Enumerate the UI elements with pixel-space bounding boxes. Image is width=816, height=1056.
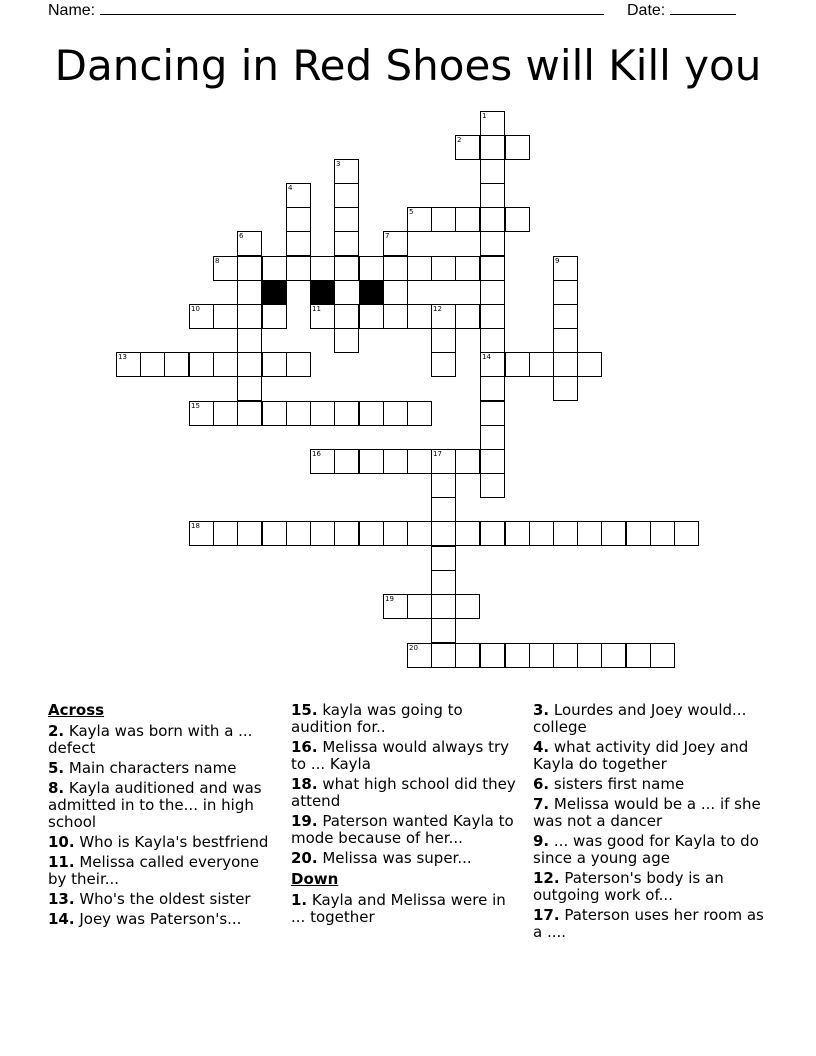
clue-number: 10 — [191, 305, 200, 313]
clue-text: Melissa would be a ... if she was not a dancer — [533, 795, 761, 830]
clue-number-label: 15. — [291, 701, 318, 719]
grid-cell[interactable] — [431, 643, 456, 668]
down-heading: Down — [291, 870, 339, 888]
clue-number-label: 17. — [533, 906, 560, 924]
grid-cell[interactable] — [262, 521, 287, 546]
grid-cell[interactable] — [480, 183, 505, 208]
grid-cell[interactable] — [189, 352, 214, 377]
grid-cell[interactable] — [431, 328, 456, 353]
grid-cell[interactable] — [407, 304, 432, 329]
grid-cell[interactable] — [359, 449, 384, 474]
clue-number: 2 — [457, 136, 462, 144]
clue-number-label: 19. — [291, 812, 318, 830]
grid-cell[interactable] — [529, 521, 554, 546]
grid-cell[interactable] — [237, 521, 262, 546]
clue-item — [533, 796, 765, 830]
grid-cell[interactable] — [359, 304, 384, 329]
black-cell — [310, 280, 335, 305]
grid-cell[interactable] — [431, 594, 456, 619]
grid-cell[interactable] — [601, 643, 626, 668]
clue-number: 20 — [409, 644, 418, 652]
grid-cell[interactable] — [237, 304, 262, 329]
clue-number-label: 1. — [291, 891, 308, 909]
clue-item — [533, 739, 765, 773]
clue-text: Melissa would always try to ... Kayla — [291, 738, 510, 773]
grid-cell[interactable] — [383, 449, 408, 474]
grid-cell[interactable] — [480, 521, 505, 546]
grid-cell[interactable] — [650, 521, 675, 546]
grid-cell[interactable] — [480, 401, 505, 426]
grid-cell[interactable] — [431, 546, 456, 571]
grid-cell[interactable] — [431, 207, 456, 232]
across-heading: Across — [48, 701, 105, 719]
grid-cell[interactable] — [262, 304, 287, 329]
clue-item — [533, 870, 765, 904]
grid-cell[interactable] — [431, 352, 456, 377]
grid-cell[interactable] — [334, 207, 359, 232]
clue-item — [291, 813, 523, 847]
clue-number-label: 12. — [533, 869, 560, 887]
grid-cell[interactable] — [553, 352, 578, 377]
grid-cell[interactable] — [431, 497, 456, 522]
grid-cell[interactable] — [334, 183, 359, 208]
grid-cell[interactable] — [480, 425, 505, 450]
grid-cell[interactable] — [383, 280, 408, 305]
grid-cell[interactable] — [310, 401, 335, 426]
grid-cell[interactable] — [650, 643, 675, 668]
clue-text: sisters first name — [549, 775, 685, 793]
clue-number-label: 5. — [48, 759, 65, 777]
grid-cell[interactable] — [455, 256, 480, 281]
grid-cell[interactable] — [334, 256, 359, 281]
grid-cell[interactable] — [213, 521, 238, 546]
clue-number: 4 — [288, 184, 293, 192]
grid-cell[interactable] — [553, 304, 578, 329]
grid-cell[interactable] — [480, 304, 505, 329]
clue-number: 7 — [385, 232, 390, 240]
grid-cell[interactable] — [529, 352, 554, 377]
clue-number-label: 2. — [48, 722, 65, 740]
clue-item — [291, 850, 523, 867]
across-clue-list — [48, 723, 280, 928]
clue-number: 18 — [191, 522, 200, 530]
grid-cell[interactable] — [505, 352, 530, 377]
grid-cell[interactable] — [553, 280, 578, 305]
clue-number: 6 — [239, 232, 244, 240]
clue-number-label: 7. — [533, 795, 550, 813]
grid-cell[interactable] — [334, 401, 359, 426]
clue-number: 16 — [312, 450, 321, 458]
clue-item — [48, 891, 280, 908]
clue-number: 15 — [191, 402, 200, 410]
grid-cell[interactable] — [213, 352, 238, 377]
black-cell — [262, 280, 287, 305]
clue-number: 3 — [336, 160, 341, 168]
black-cell — [359, 280, 384, 305]
grid-cell[interactable] — [626, 521, 651, 546]
grid-cell[interactable] — [455, 207, 480, 232]
grid-cell[interactable] — [505, 207, 530, 232]
clue-number: 5 — [409, 208, 414, 216]
clue-item — [48, 723, 280, 757]
clue-item — [533, 776, 765, 793]
clue-item — [533, 702, 765, 736]
clue-item — [48, 911, 280, 928]
grid-cell[interactable] — [455, 521, 480, 546]
grid-cell[interactable] — [480, 643, 505, 668]
grid-cell[interactable] — [359, 256, 384, 281]
grid-cell[interactable] — [480, 159, 505, 184]
clue-number-label: 11. — [48, 853, 75, 871]
clue-text: Melissa was super... — [317, 849, 472, 867]
grid-cell[interactable] — [286, 256, 311, 281]
grid-cell[interactable] — [431, 473, 456, 498]
grid-cell[interactable] — [601, 521, 626, 546]
clue-number-label: 8. — [48, 779, 65, 797]
grid-cell[interactable] — [480, 135, 505, 160]
clue-item — [291, 892, 523, 926]
clue-text: Melissa called everyone by their... — [48, 853, 260, 888]
grid-cell[interactable] — [334, 304, 359, 329]
clue-item — [48, 834, 280, 851]
clue-text: Kayla was born with a ... defect — [48, 722, 253, 757]
clue-text: Who's the oldest sister — [74, 890, 251, 908]
clue-item — [533, 833, 765, 867]
grid-cell[interactable] — [359, 521, 384, 546]
grid-cell[interactable] — [237, 401, 262, 426]
grid-cell[interactable] — [359, 401, 384, 426]
grid-cell[interactable] — [286, 352, 311, 377]
clue-number-label: 6. — [533, 775, 550, 793]
clue-number: 13 — [118, 353, 127, 361]
clues-column-2 — [291, 702, 523, 929]
clue-text: what high school did they attend — [291, 775, 516, 810]
grid-cell[interactable] — [383, 256, 408, 281]
clue-item — [291, 702, 523, 736]
clue-number: 1 — [482, 112, 487, 120]
clue-number: 8 — [215, 257, 220, 265]
grid-cell[interactable] — [480, 473, 505, 498]
clue-text: kayla was going to audition for.. — [291, 701, 463, 736]
puzzle-title: Dancing in Red Shoes will Kill you — [54, 41, 762, 90]
grid-cell[interactable] — [262, 256, 287, 281]
grid-cell[interactable] — [407, 449, 432, 474]
grid-cell[interactable] — [237, 376, 262, 401]
grid-cell[interactable] — [237, 256, 262, 281]
grid-cell[interactable] — [286, 231, 311, 256]
clue-number-label: 4. — [533, 738, 550, 756]
clue-number-label: 20. — [291, 849, 318, 867]
clue-text: Lourdes and Joey would... college — [533, 701, 747, 736]
grid-cell[interactable] — [480, 256, 505, 281]
grid-cell[interactable] — [553, 328, 578, 353]
grid-cell[interactable] — [480, 231, 505, 256]
grid-cell[interactable] — [407, 521, 432, 546]
grid-cell[interactable] — [310, 521, 335, 546]
clue-number-label: 16. — [291, 738, 318, 756]
grid-cell[interactable] — [577, 352, 602, 377]
clue-number-label: 18. — [291, 775, 318, 793]
clue-text: ... was good for Kayla to do since a young age — [533, 832, 759, 867]
clue-item — [48, 760, 280, 777]
clue-number: 11 — [312, 305, 321, 313]
grid-cell[interactable] — [431, 570, 456, 595]
grid-cell[interactable] — [262, 401, 287, 426]
clue-text: Paterson wanted Kayla to mode because of her... — [291, 812, 514, 847]
grid-cell[interactable] — [455, 643, 480, 668]
grid-cell[interactable] — [262, 352, 287, 377]
clue-text: Kayla and Melissa were in ... together — [291, 891, 506, 926]
grid-cell[interactable] — [334, 449, 359, 474]
clue-number: 14 — [482, 353, 491, 361]
grid-cell[interactable] — [480, 280, 505, 305]
clue-number: 12 — [433, 305, 442, 313]
grid-cell[interactable] — [431, 256, 456, 281]
grid-cell[interactable] — [455, 594, 480, 619]
down-clue-list-continued — [533, 702, 765, 941]
clue-number-label: 14. — [48, 910, 75, 928]
grid-cell[interactable] — [237, 328, 262, 353]
grid-cell[interactable] — [480, 449, 505, 474]
grid-cell[interactable] — [237, 352, 262, 377]
grid-cell[interactable] — [310, 256, 335, 281]
grid-cell[interactable] — [553, 376, 578, 401]
grid-cell[interactable] — [334, 521, 359, 546]
grid-cell[interactable] — [407, 594, 432, 619]
clue-number-label: 10. — [48, 833, 75, 851]
clue-number: 19 — [385, 595, 394, 603]
clue-number-label: 9. — [533, 832, 550, 850]
grid-cell[interactable] — [480, 207, 505, 232]
grid-cell[interactable] — [286, 207, 311, 232]
grid-cell[interactable] — [213, 401, 238, 426]
grid-cell[interactable] — [140, 352, 165, 377]
clue-text: Paterson uses her room as a .... — [533, 906, 764, 941]
grid-cell[interactable] — [455, 449, 480, 474]
grid-cell[interactable] — [553, 521, 578, 546]
grid-cell[interactable] — [164, 352, 189, 377]
clue-item — [48, 854, 280, 888]
clue-number-label: 3. — [533, 701, 550, 719]
clue-text: Paterson's body is an outgoing work of... — [533, 869, 724, 904]
grid-cell[interactable] — [553, 643, 578, 668]
clue-text: Main characters name — [64, 759, 237, 777]
clues-column-3 — [533, 702, 765, 944]
grid-cell[interactable] — [431, 618, 456, 643]
grid-cell[interactable] — [529, 643, 554, 668]
grid-cell[interactable] — [674, 521, 699, 546]
clue-item — [291, 739, 523, 773]
clue-text: Kayla auditioned and was admitted in to the... in high school — [48, 779, 262, 831]
clue-number: 9 — [555, 257, 560, 265]
grid-cell[interactable] — [626, 643, 651, 668]
clue-text: Joey was Paterson's... — [74, 910, 242, 928]
clue-item — [48, 780, 280, 831]
grid-cell[interactable] — [577, 643, 602, 668]
clue-item — [291, 776, 523, 810]
clue-number-label: 13. — [48, 890, 75, 908]
across-clue-list-continued — [291, 702, 523, 867]
grid-cell[interactable] — [334, 328, 359, 353]
grid-cell[interactable] — [286, 401, 311, 426]
grid-cell[interactable] — [213, 304, 238, 329]
grid-cell[interactable] — [383, 401, 408, 426]
down-clue-list — [291, 892, 523, 926]
grid-cell[interactable] — [407, 256, 432, 281]
date-label: Date: — [627, 2, 666, 19]
grid-cell[interactable] — [480, 328, 505, 353]
clues-column-1 — [48, 702, 280, 931]
grid-cell[interactable] — [505, 643, 530, 668]
clue-number: 17 — [433, 450, 442, 458]
grid-cell[interactable] — [237, 280, 262, 305]
grid-cell[interactable] — [383, 304, 408, 329]
grid-cell[interactable] — [407, 401, 432, 426]
clue-item — [533, 907, 765, 941]
clue-text: Who is Kayla's bestfriend — [74, 833, 269, 851]
grid-cell[interactable] — [505, 135, 530, 160]
grid-cell[interactable] — [455, 304, 480, 329]
grid-cell[interactable] — [431, 521, 456, 546]
grid-cell[interactable] — [334, 231, 359, 256]
clue-text: what activity did Joey and Kayla do together — [533, 738, 749, 773]
grid-cell[interactable] — [505, 521, 530, 546]
grid-cell[interactable] — [286, 521, 311, 546]
grid-cell[interactable] — [383, 521, 408, 546]
grid-cell[interactable] — [577, 521, 602, 546]
name-label: Name: — [48, 2, 96, 19]
grid-cell[interactable] — [480, 376, 505, 401]
